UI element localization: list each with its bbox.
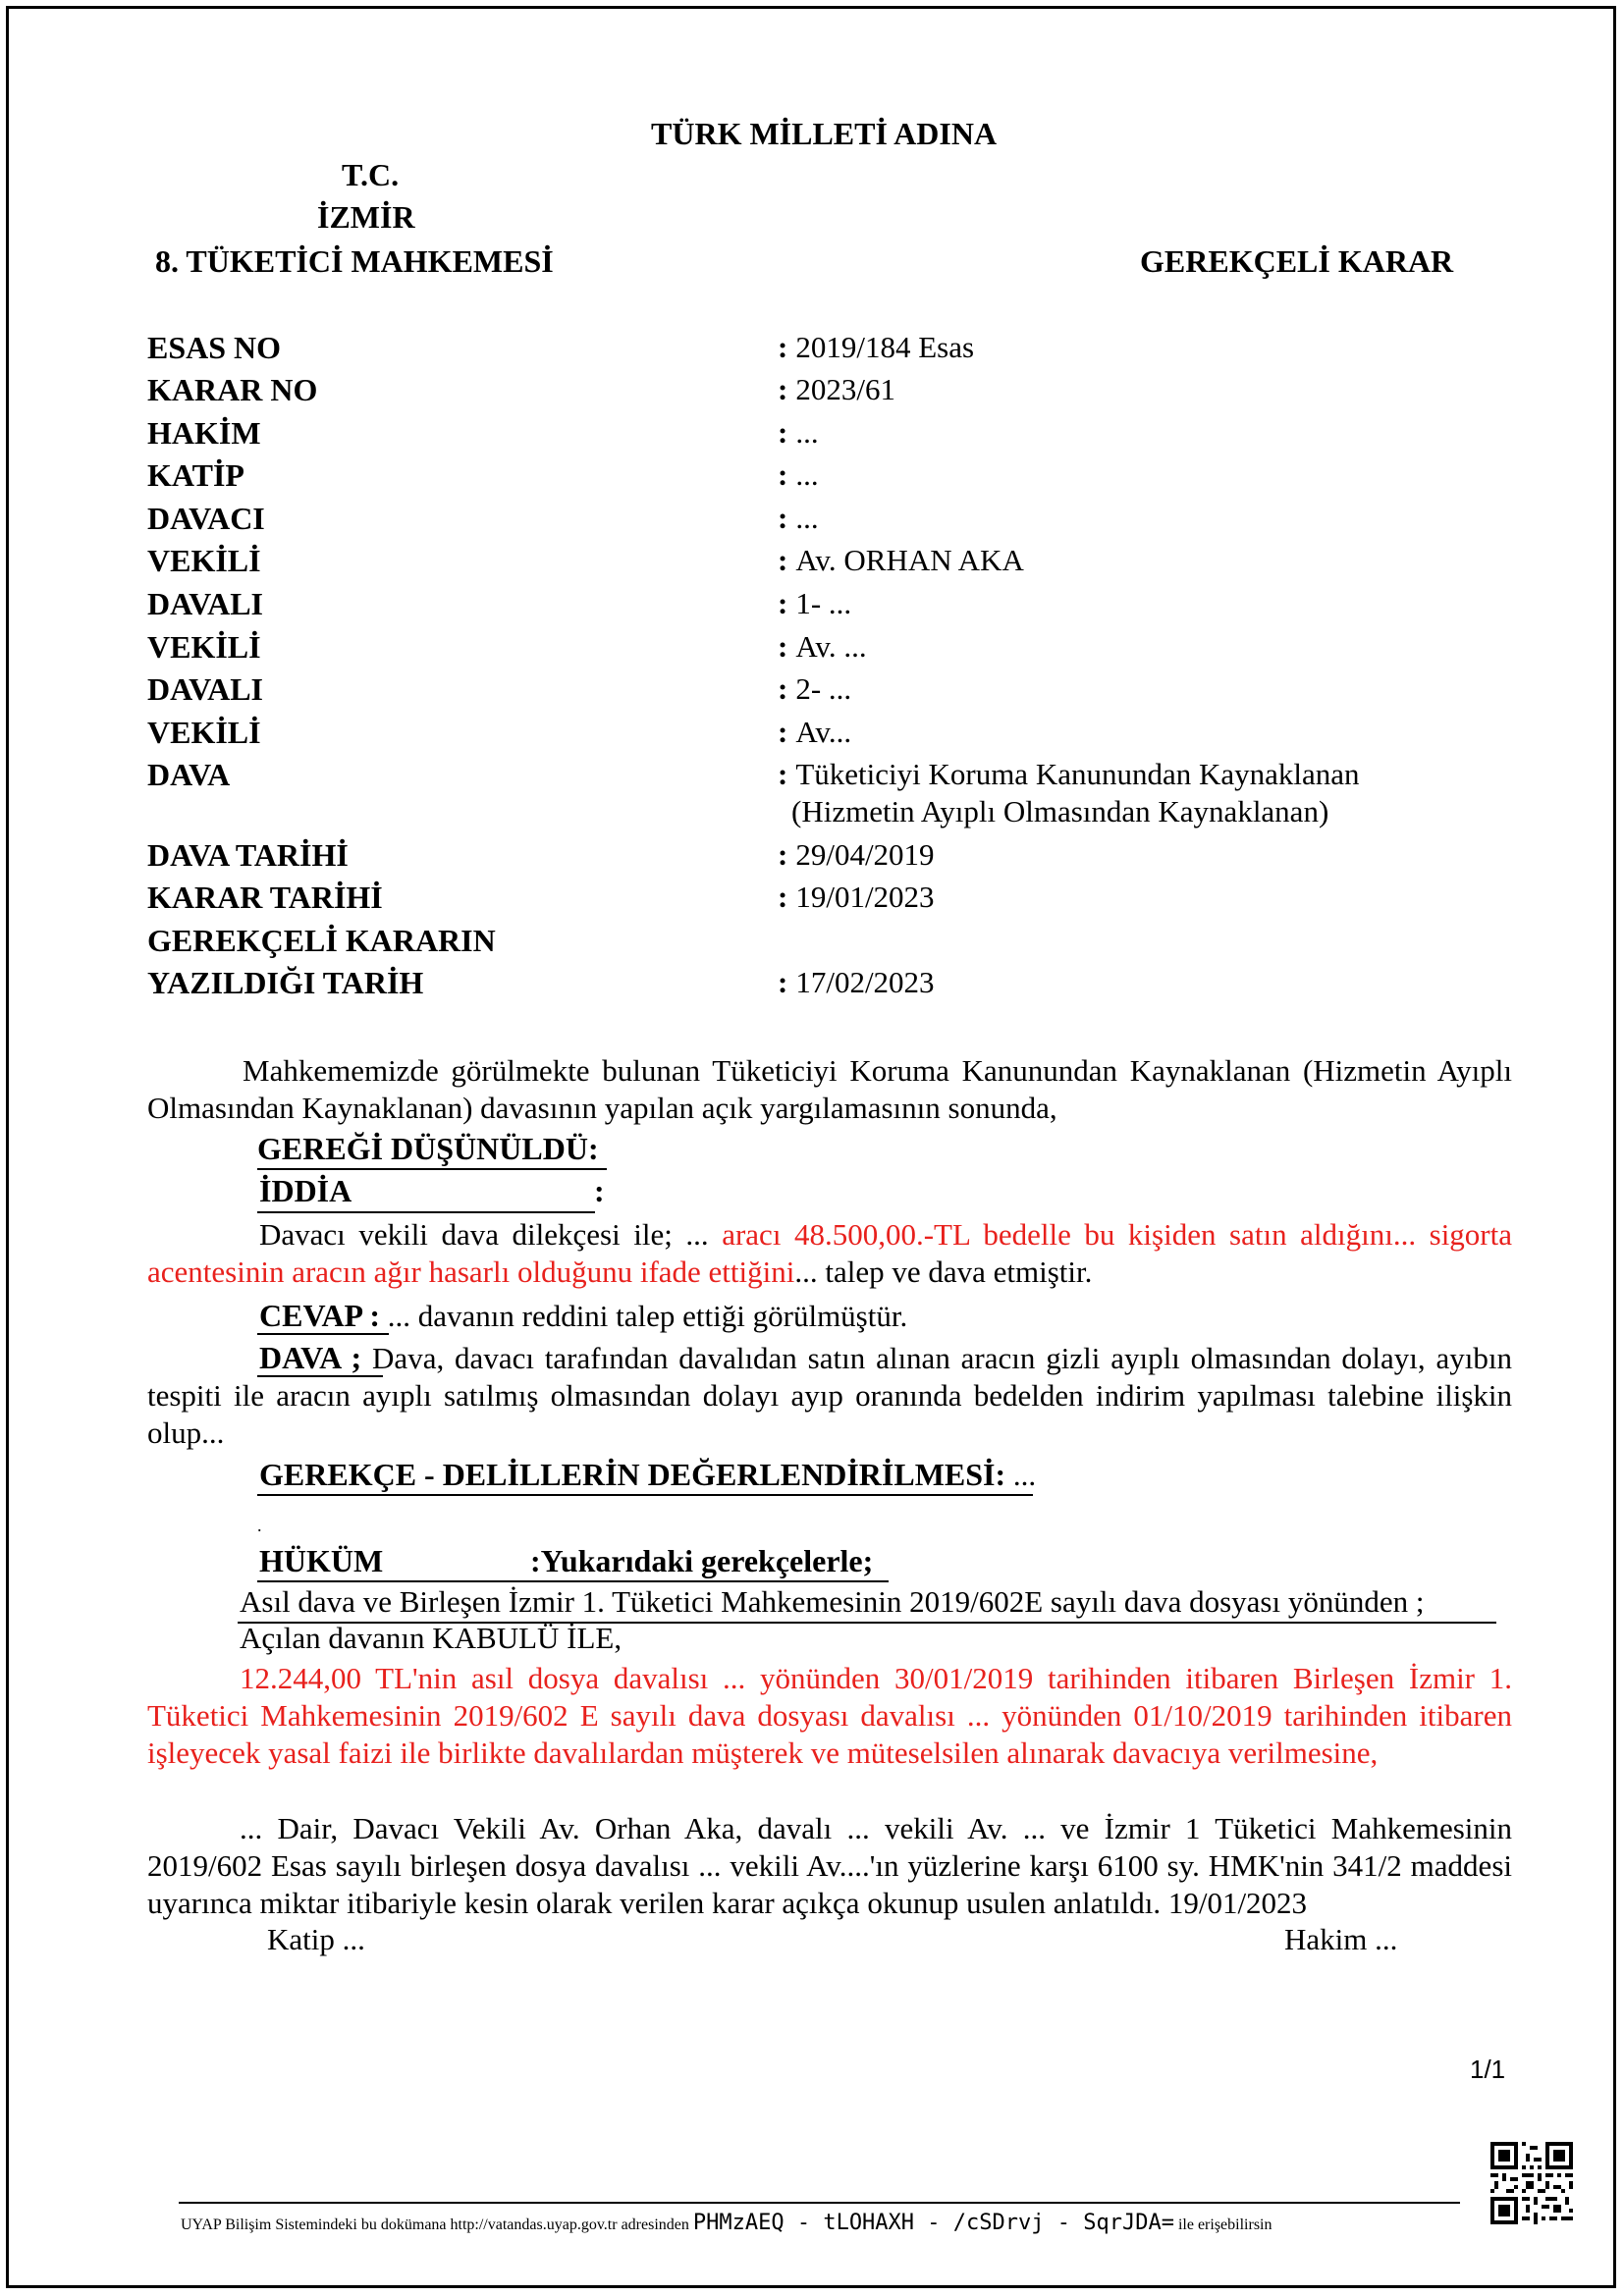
- yazildigi-tarih-value: : 17/02/2023: [778, 965, 935, 999]
- cevap-underline: [257, 1333, 389, 1335]
- geregi-underline: [257, 1168, 607, 1170]
- city-heading: İZMİR: [317, 199, 415, 235]
- dava-value-line-2: (Hizmetin Ayıplı Olmasından Kaynaklanan): [791, 794, 1329, 828]
- vekili-3-label: VEKİLİ: [147, 715, 261, 750]
- hakim-value: : ...: [778, 415, 819, 450]
- gerekce-line: GEREKÇE - DELİLLERİN DEĞERLENDİRİLMESİ: ...: [259, 1457, 1037, 1492]
- qr-code-icon: [1490, 2142, 1573, 2224]
- esas-no-value: : 2019/184 Esas: [778, 330, 975, 364]
- vekili-2-value: : Av. ...: [778, 629, 867, 664]
- vekili-1-label: VEKİLİ: [147, 543, 261, 578]
- intro-paragraph: Mahkememizde görülmekte bulunan Tüketiciyi Koruma Kanunundan Kaynaklanan (Hizmetin Ayıplı Olmasından Kaynaklanan) davasının yapılan açık yargılamasının sonunda,: [147, 1053, 1512, 1125]
- katip-value: : ...: [778, 457, 819, 492]
- davaci-value: : ...: [778, 501, 819, 535]
- iddia-underline: [257, 1211, 595, 1213]
- page-number: 1/1: [1470, 2055, 1506, 2084]
- nation-heading: TÜRK MİLLETİ ADINA: [651, 116, 998, 151]
- kabul-line: Açılan davanın KABULÜ İLE,: [240, 1621, 623, 1655]
- cevap-label: CEVAP :: [259, 1298, 380, 1333]
- karar-no-value: : 2023/61: [778, 372, 895, 406]
- access-code: PHMzAEQ - tLOHAXH - /cSDrvj - SqrJDA=: [692, 2211, 1174, 2235]
- dava-underline: [257, 1375, 383, 1377]
- davali-1-label: DAVALI: [147, 586, 263, 621]
- davali-1-value: : 1- ...: [778, 586, 852, 620]
- karar-no-label: KARAR NO: [147, 372, 318, 407]
- katip-signature: Katip ...: [267, 1922, 365, 1956]
- esas-no-label: ESAS NO: [147, 330, 282, 365]
- verdict-paragraph: 12.244,00 TL'nin asıl dosya davalısı ... yönünden 30/01/2019 tarihinden itibaren Birleşen İzmir 1. Tüketici Mahkemesinin 2019/602 E sayılı dava dosyası davalısı ... yönünden 01/10/2019 tarihinden itibaren işleyecek yasal faizi ile birlikte davalılardan müşterek ve müteselsilen alınarak davacıya verilmesine,: [147, 1661, 1512, 1770]
- katip-label: KATİP: [147, 457, 244, 493]
- gerekce-underline: [257, 1494, 1033, 1496]
- footer-text: UYAP Bilişim Sistemindeki bu dokümana http://vatandas.uyap.gov.tr adresinden PHMzAEQ - tLOHAXH - /cSDrvj - SqrJDA= ile erişebilirsin: [181, 2211, 1272, 2235]
- davali-2-value: : 2- ...: [778, 671, 852, 706]
- tc-heading: T.C.: [342, 157, 400, 192]
- hukum-text: :Yukarıdaki gerekçelerle;: [530, 1543, 874, 1578]
- davali-2-label: DAVALI: [147, 671, 263, 707]
- court-name: 8. TÜKETİCİ MAHKEMESİ: [155, 243, 554, 279]
- vekili-1-value: : Av. ORHAN AKA: [778, 543, 1024, 577]
- iddia-colon: :: [594, 1173, 605, 1208]
- footer-divider: [179, 2202, 1460, 2204]
- dair-paragraph: ... Dair, Davacı Vekili Av. Orhan Aka, davalı ... vekili Av. ... ve İzmir 1 Tüketici Mahkemesinin 2019/602 Esas sayılı birleşen dosya davalısı ... vekili Av....'ın yüzlerine karşı 6100 sy. HMK'nin 341/2 maddesi uyarınca miktar itibariyle kesin olarak verilen karar açıkça okunup usulen anlatıldı. 19/01/2023: [147, 1811, 1512, 1920]
- karar-tarihi-value: : 19/01/2023: [778, 880, 935, 914]
- dava-section-label: DAVA ;: [259, 1340, 362, 1375]
- cevap-paragraph: CEVAP : ... davanın reddini talep ettiği görülmüştür.: [259, 1298, 908, 1333]
- asil-dava-line: Asıl dava ve Birleşen İzmir 1. Tüketici Mahkemesinin 2019/602E sayılı dava dosyası yönünden ;: [240, 1584, 1425, 1619]
- gerekceli-kararin-label: GEREKÇELİ KARARIN: [147, 923, 496, 958]
- davaci-label: DAVACI: [147, 501, 265, 536]
- dava-value: : Tüketiciyi Koruma Kanunundan Kaynaklanan: [778, 757, 1360, 791]
- hakim-signature: Hakim ...: [1284, 1922, 1398, 1956]
- dava-label: DAVA: [147, 757, 231, 792]
- gerekce-label: GEREKÇE - DELİLLERİN DEĞERLENDİRİLMESİ:: [259, 1457, 1006, 1492]
- hukum-label: HÜKÜM: [259, 1543, 384, 1578]
- hukum-underline: [257, 1580, 889, 1582]
- iddia-label: İDDİA: [259, 1173, 352, 1208]
- karar-tarihi-label: KARAR TARİHİ: [147, 880, 383, 915]
- vekili-2-label: VEKİLİ: [147, 629, 261, 665]
- hakim-label: HAKİM: [147, 415, 261, 451]
- yazildigi-tarih-label: YAZILDIĞI TARİH: [147, 965, 424, 1000]
- dava-tarihi-label: DAVA TARİHİ: [147, 837, 349, 873]
- geregi-dusunuldu-heading: GEREĞİ DÜŞÜNÜLDÜ:: [257, 1131, 599, 1166]
- document-type: GEREKÇELİ KARAR: [1140, 243, 1454, 279]
- dava-paragraph: DAVA ; Dava, davacı tarafından davalıdan satın alınan aracın gizli ayıplı olmasından dolayı, ayıbın tespiti ile aracın ayıplı satılmış olmasından dolayı ayıp oranında bedelden indirim yapılması talebine ilişkin olup...: [147, 1340, 1512, 1450]
- small-dot: .: [257, 1516, 262, 1535]
- vekili-3-value: : Av...: [778, 715, 852, 749]
- iddia-paragraph: Davacı vekili dava dilekçesi ile; ... aracı 48.500,00.-TL bedelle bu kişiden satın aldığını... sigorta acentesinin aracın ağır hasarlı olduğunu ifade ettiğini... talep ve dava etmiştir.: [147, 1217, 1512, 1289]
- dava-tarihi-value: : 29/04/2019: [778, 837, 935, 872]
- iddia-highlight: aracı 48.500,00.-TL bedelle bu kişiden satın aldığını... sigorta acentesinin aracın ağır hasarlı olduğunu ifade ettiğini: [147, 1217, 1512, 1289]
